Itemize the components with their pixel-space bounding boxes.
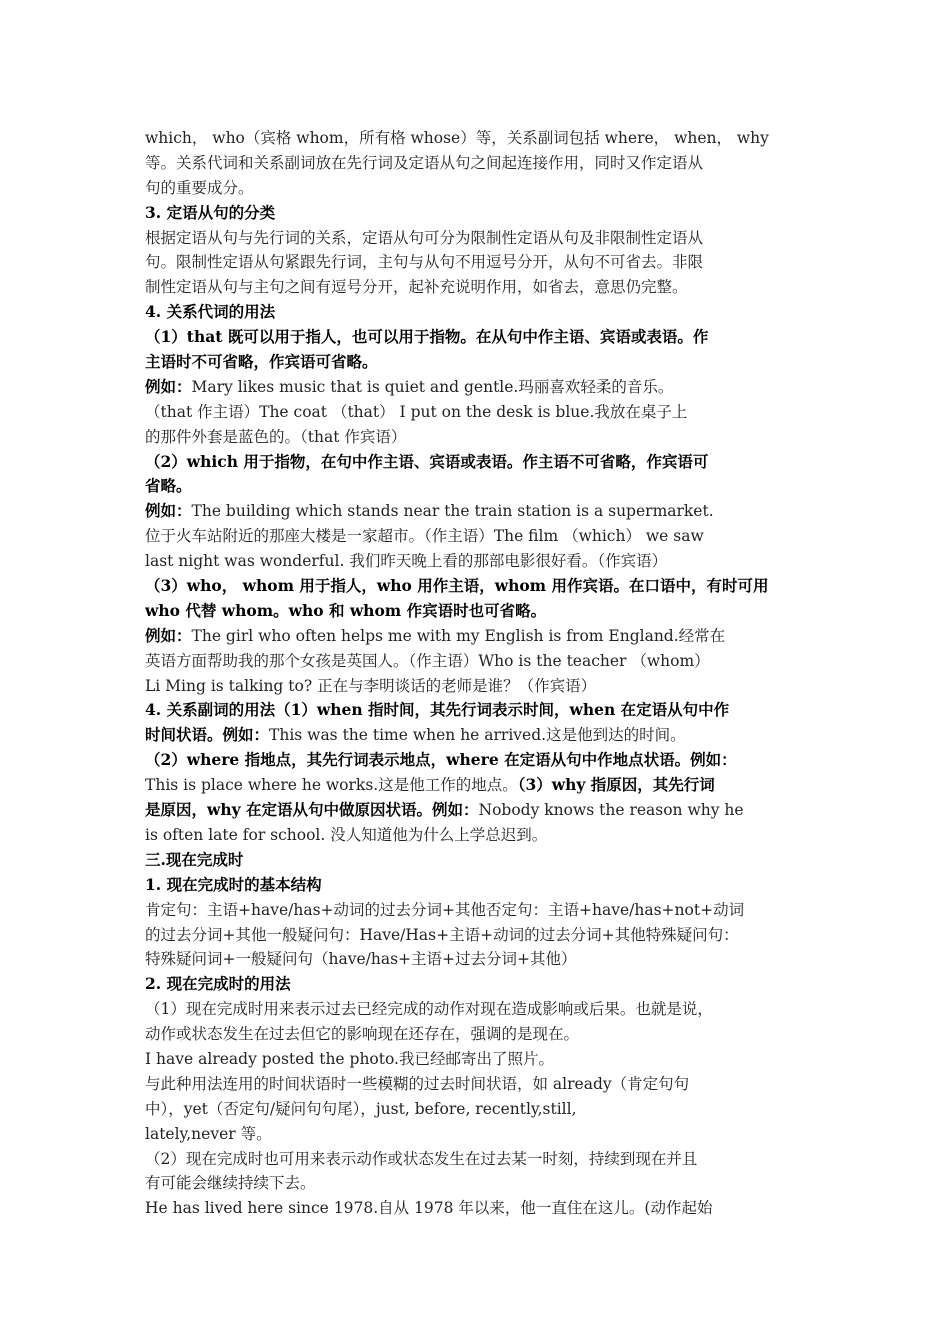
heading-line: （2）where 指地点，其先行词表示地点，where 在定语从句中作地点状语。例如： — [145, 750, 737, 770]
heading-line: 3. 定语从句的分类 — [145, 202, 276, 222]
heading-line: 4. 关系代词的用法 — [145, 302, 276, 322]
text-line: 句。限制性定语从句紧跟先行词，主句与从句不用逗号分开，从句不可省去。非限 — [145, 253, 704, 272]
example-lead: 例如： — [145, 625, 192, 645]
heading-line: （3）who， whom 用于指人，who 用作主语，whom 用作宾语。在口语中，有时可用 — [145, 576, 769, 596]
text-line — [145, 375, 810, 400]
example-text: This is place where he works.这是他工作的地点。 — [145, 776, 518, 795]
example-text: This was the time when he arrived.这是他到达的时间。 — [269, 726, 686, 745]
text-line: 制性定语从句与主句之间有逗号分开，起补充说明作用，如省去，意思仍完整。 — [145, 278, 688, 297]
text-line: 等。关系代词和关系副词放在先行词及定语从句之间起连接作用，同时又作定语从 — [145, 153, 704, 172]
text-line: which， who（宾格 whom，所有格 whose）等，关系副词包括 where， when， why — [145, 129, 769, 147]
text-line: I have already posted the photo.我已经邮寄出了照片。 — [145, 1049, 554, 1068]
heading-line: 主语时不可省略，作宾语可省略。 — [145, 352, 378, 372]
heading-line: 2. 现在完成时的用法 — [145, 974, 291, 994]
text-line: He has lived here since 1978.自从 1978 年以来，他一直住在这儿。(动作起始 — [145, 1199, 713, 1218]
text-line — [145, 798, 810, 823]
text-line: 根据定语从句与先行词的关系，定语从句可分为限制性定语从句及非限制性定语从 — [145, 228, 704, 247]
document-page — [145, 126, 810, 1221]
example-lead: 例如： — [145, 501, 192, 521]
text-line: （2）现在完成时也可用来表示动作或状态发生在过去某一时刻，持续到现在并且 — [145, 1149, 698, 1168]
heading-line: 三.现在完成时 — [145, 849, 244, 869]
example-lead: 是原因，why 在定语从句中做原因状语。例如： — [145, 800, 479, 820]
heading-line: （2）which 用于指物，在句中作主语、宾语或表语。作主语不可省略，作宾语可 — [145, 451, 709, 471]
text-line: is often late for school. 没人知道他为什么上学总迟到。 — [145, 825, 548, 844]
heading-line: （1）that 既可以用于指人，也可以用于指物。在从句中作主语、宾语或表语。作 — [145, 327, 709, 347]
text-line — [145, 624, 810, 649]
text-line: 与此种用法连用的时间状语时一些模糊的过去时间状语，如 already（肯定句句 — [145, 1074, 690, 1093]
heading-line: who 代替 whom。who 和 whom 作宾语时也可省略。 — [145, 600, 547, 620]
text-line: 英语方面帮助我的那个女孩是英国人。（作主语）Who is the teacher （whom） — [145, 651, 710, 670]
text-line: 位于火车站附近的那座大楼是一家超市。（作主语）The film （which） we saw — [145, 527, 704, 546]
subheading-inline: （3）why 指原因，其先行词 — [517, 775, 715, 795]
text-line: 有可能会继续持续下去。 — [145, 1174, 316, 1193]
text-line: 的过去分词+其他一般疑问句：Have/Has+主语+动词的过去分词+其他特殊疑问句： — [145, 925, 739, 944]
example-text: The building which stands near the train station is a supermarket. — [191, 502, 714, 521]
example-lead: 例如： — [145, 376, 192, 396]
text-line: lately,never 等。 — [145, 1124, 272, 1143]
example-text: Mary likes music that is quiet and gentle.玛丽喜欢轻柔的音乐。 — [191, 377, 674, 396]
heading-line: 1. 现在完成时的基本结构 — [145, 874, 322, 894]
text-line: （that 作主语）The coat （that） I put on the desk is blue.我放在桌子上 — [145, 402, 688, 421]
example-text: Nobody knows the reason why he — [478, 801, 744, 820]
example-lead: 时间状语。例如： — [145, 725, 270, 745]
text-line: 特殊疑问词+一般疑问句（have/has+主语+过去分词+其他） — [145, 950, 577, 969]
text-line — [145, 773, 810, 798]
text-line: 句的重要成分。 — [145, 178, 254, 197]
text-line — [145, 723, 810, 748]
text-line — [145, 499, 810, 524]
example-text: The girl who often helps me with my English is from England.经常在 — [191, 626, 726, 645]
heading-line: 4. 关系副词的用法（1）when 指时间，其先行词表示时间，when 在定语从句中作 — [145, 700, 730, 720]
text-line: 肯定句：主语+have/has+动词的过去分词+其他否定句：主语+have/has+not+动词 — [145, 900, 745, 919]
text-line: last night was wonderful. 我们昨天晚上看的那部电影很好看。（作宾语） — [145, 552, 668, 571]
heading-line: 省略。 — [145, 476, 192, 496]
text-line: 动作或状态发生在过去但它的影响现在还存在，强调的是现在。 — [145, 1025, 580, 1044]
text-line: Li Ming is talking to? 正在与李明谈话的老师是谁？（作宾语） — [145, 676, 597, 695]
text-line: （1）现在完成时用来表示过去已经完成的动作对现在造成影响或后果。也就是说， — [145, 1000, 713, 1019]
text-line: 的那件外套是蓝色的。（that 作宾语） — [145, 427, 407, 446]
text-line: 中），yet（否定句/疑问句句尾），just, before, recently,still, — [145, 1099, 577, 1118]
